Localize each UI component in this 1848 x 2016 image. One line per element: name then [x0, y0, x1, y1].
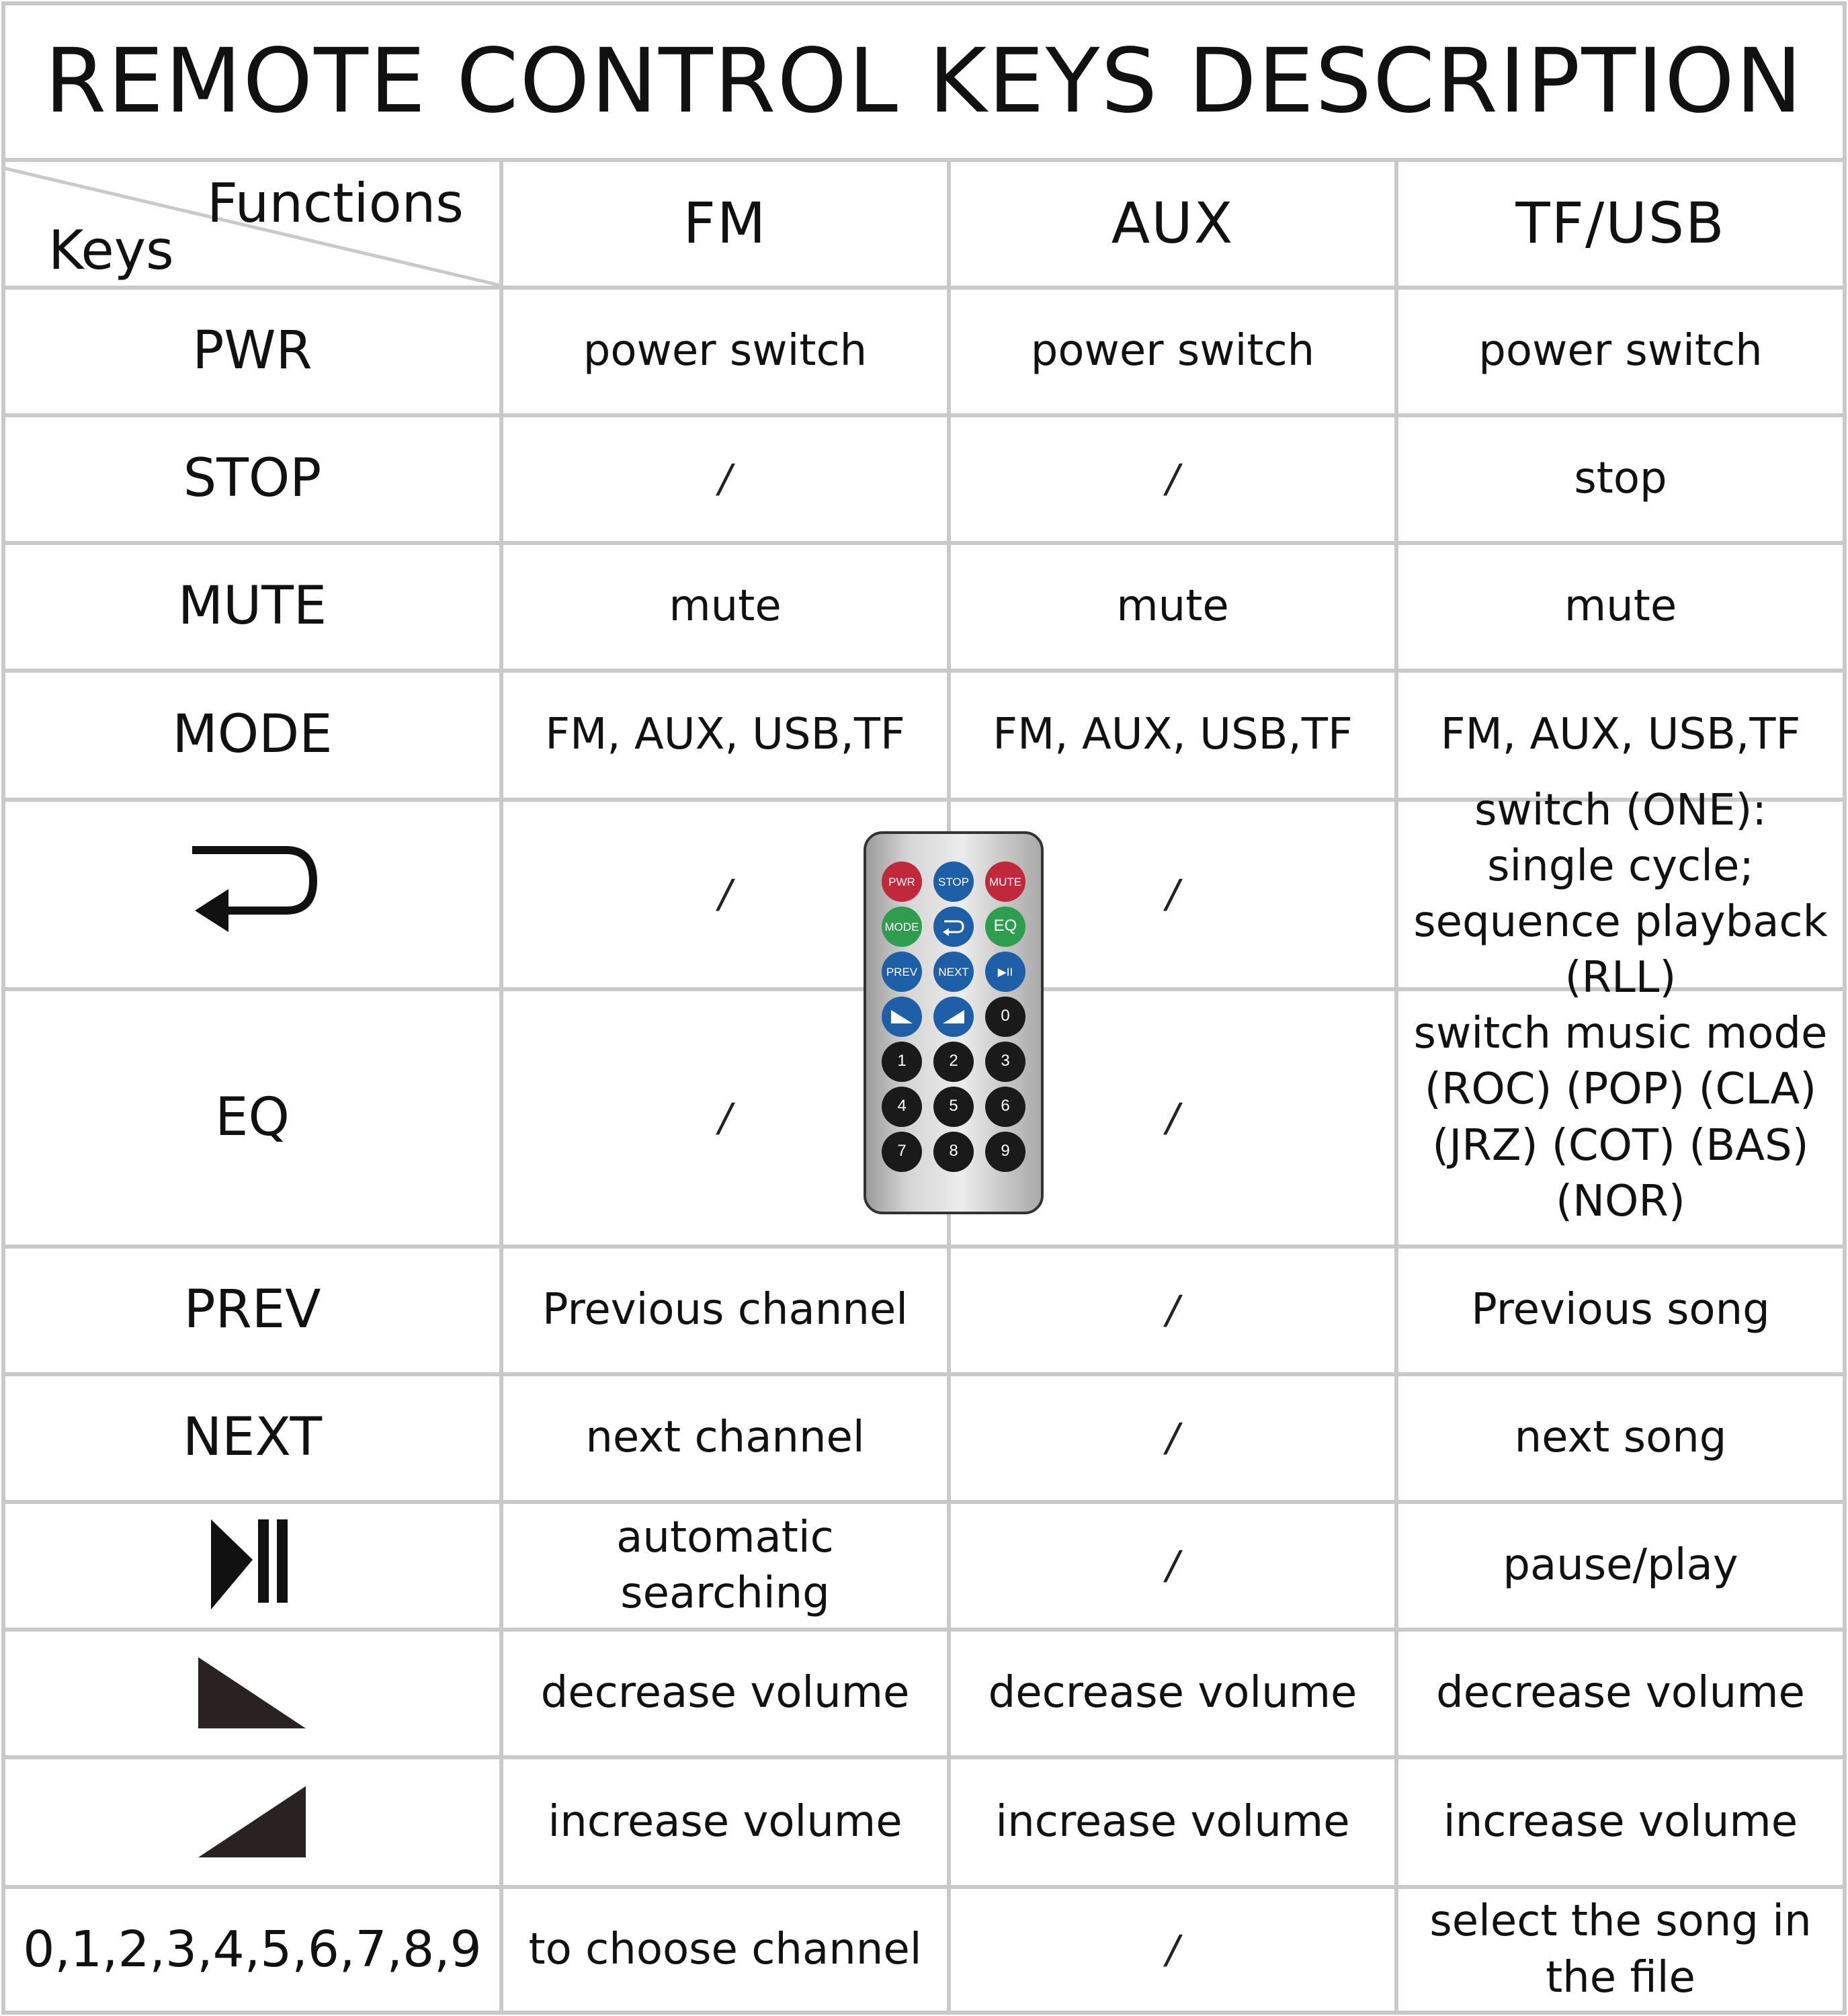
cell-fm: power switch	[583, 326, 868, 376]
cell-fm: next channel	[585, 1413, 865, 1463]
remote-button	[933, 862, 974, 902]
cell-tf-usb: FM, AUX, USB,TF	[1440, 710, 1801, 760]
cell-tf-usb: power switch	[1478, 326, 1763, 376]
svg-text:PWR: PWR	[888, 876, 915, 888]
svg-text:9: 9	[1001, 1142, 1010, 1160]
cell-tf-usb: decrease volume	[1436, 1668, 1805, 1718]
remote-button	[985, 862, 1025, 902]
remote-button	[985, 907, 1025, 947]
cell-aux: FM, AUX, USB,TF	[993, 710, 1353, 760]
svg-text:1: 1	[897, 1052, 907, 1070]
remote-button	[933, 907, 974, 947]
remote-button	[882, 862, 922, 902]
remote-button	[882, 1042, 922, 1082]
remote-button	[933, 997, 974, 1037]
cell-fm: FM, AUX, USB,TF	[545, 710, 905, 760]
svg-text:PREV: PREV	[886, 966, 918, 978]
cell-tf-usb: mute	[1564, 581, 1677, 632]
cell-tf-usb: next song	[1514, 1413, 1727, 1463]
cell-tf-usb: switch (ONE): single cycle; sequence playback (RLL)	[1413, 785, 1828, 1003]
remote-button	[985, 1132, 1025, 1172]
cell-aux: /	[1166, 1926, 1179, 1972]
svg-text:NEXT: NEXT	[938, 966, 969, 978]
cell-tf-usb: pause/play	[1503, 1540, 1738, 1591]
svg-text:8: 8	[949, 1142, 958, 1160]
cell-tf-usb: select the song in the file	[1429, 1896, 1812, 2003]
cell-aux: increase volume	[995, 1796, 1350, 1847]
remote-button	[933, 1132, 974, 1172]
cell-fm: /	[718, 456, 732, 502]
cell-tf-usb: Previous song	[1471, 1285, 1770, 1335]
column-header-fm: FM	[683, 190, 767, 257]
remote-button	[985, 997, 1025, 1037]
keys-header-label: Keys	[48, 219, 174, 282]
cell-fm: increase volume	[548, 1796, 902, 1847]
svg-text:MODE: MODE	[884, 921, 919, 933]
key-label: PREV	[183, 1279, 321, 1341]
cell-aux: /	[1166, 1287, 1179, 1333]
key-label: PWR	[192, 321, 312, 382]
play-pause-icon	[3, 1502, 501, 1630]
cell-aux: /	[1166, 1415, 1179, 1461]
cell-tf-usb: stop	[1574, 454, 1667, 504]
remote-button	[985, 952, 1025, 992]
volume-down-icon	[3, 1630, 501, 1757]
remote-button	[985, 1087, 1025, 1127]
svg-text:0: 0	[1001, 1007, 1010, 1025]
svg-text:MUTE: MUTE	[989, 876, 1022, 888]
column-header-tf-usb: TF/USB	[1515, 190, 1726, 257]
cell-aux: /	[1166, 456, 1179, 502]
cell-fm: automatic searching	[616, 1512, 834, 1618]
page-title: REMOTE CONTROL KEYS DESCRIPTION	[44, 30, 1804, 133]
volume-up-icon	[3, 1757, 501, 1887]
svg-text:2: 2	[949, 1052, 958, 1070]
key-label: EQ	[215, 1087, 290, 1148]
cell-aux: /	[1166, 1542, 1179, 1589]
svg-text:▶II: ▶II	[997, 966, 1013, 978]
remote-button	[933, 1087, 974, 1127]
key-label: 0,1,2,3,4,5,6,7,8,9	[23, 1921, 482, 1979]
svg-text:EQ: EQ	[993, 917, 1017, 935]
remote-button	[933, 952, 974, 992]
cell-tf-usb: increase volume	[1443, 1796, 1798, 1847]
remote-button	[882, 952, 922, 992]
cell-aux: mute	[1116, 581, 1229, 632]
remote-button	[882, 997, 922, 1037]
svg-text:5: 5	[949, 1097, 958, 1115]
svg-text:3: 3	[1001, 1052, 1010, 1070]
remote-control-image	[863, 831, 1044, 1215]
remote-button	[933, 1042, 974, 1082]
column-header-aux: AUX	[1111, 190, 1234, 257]
remote-button	[882, 1087, 922, 1127]
remote-button	[882, 1132, 922, 1172]
svg-text:7: 7	[897, 1142, 907, 1160]
cell-fm: /	[718, 1094, 732, 1140]
functions-header-label: Functions	[207, 172, 464, 235]
cell-fm: mute	[669, 581, 782, 632]
cell-aux: power switch	[1030, 326, 1315, 376]
key-label: STOP	[183, 448, 322, 509]
key-label: MODE	[172, 704, 333, 765]
key-label: NEXT	[182, 1407, 323, 1468]
svg-text:4: 4	[897, 1097, 907, 1115]
remote-button	[985, 1042, 1025, 1082]
cell-aux: decrease volume	[988, 1668, 1357, 1718]
repeat-arrow-icon	[3, 800, 501, 989]
cell-fm: /	[718, 871, 732, 917]
svg-text:6: 6	[1001, 1097, 1010, 1115]
key-label: MUTE	[177, 576, 327, 637]
cell-fm: to choose channel	[528, 1924, 922, 1974]
remote-button	[882, 907, 922, 947]
cell-tf-usb: switch music mode (ROC) (POP) (CLA) (JRZ) (COT) (BAS) (NOR)	[1413, 1009, 1828, 1226]
cell-aux: /	[1166, 871, 1179, 917]
cell-aux: /	[1166, 1094, 1179, 1140]
cell-fm: decrease volume	[540, 1668, 910, 1718]
cell-fm: Previous channel	[542, 1285, 909, 1335]
svg-text:STOP: STOP	[938, 876, 969, 888]
